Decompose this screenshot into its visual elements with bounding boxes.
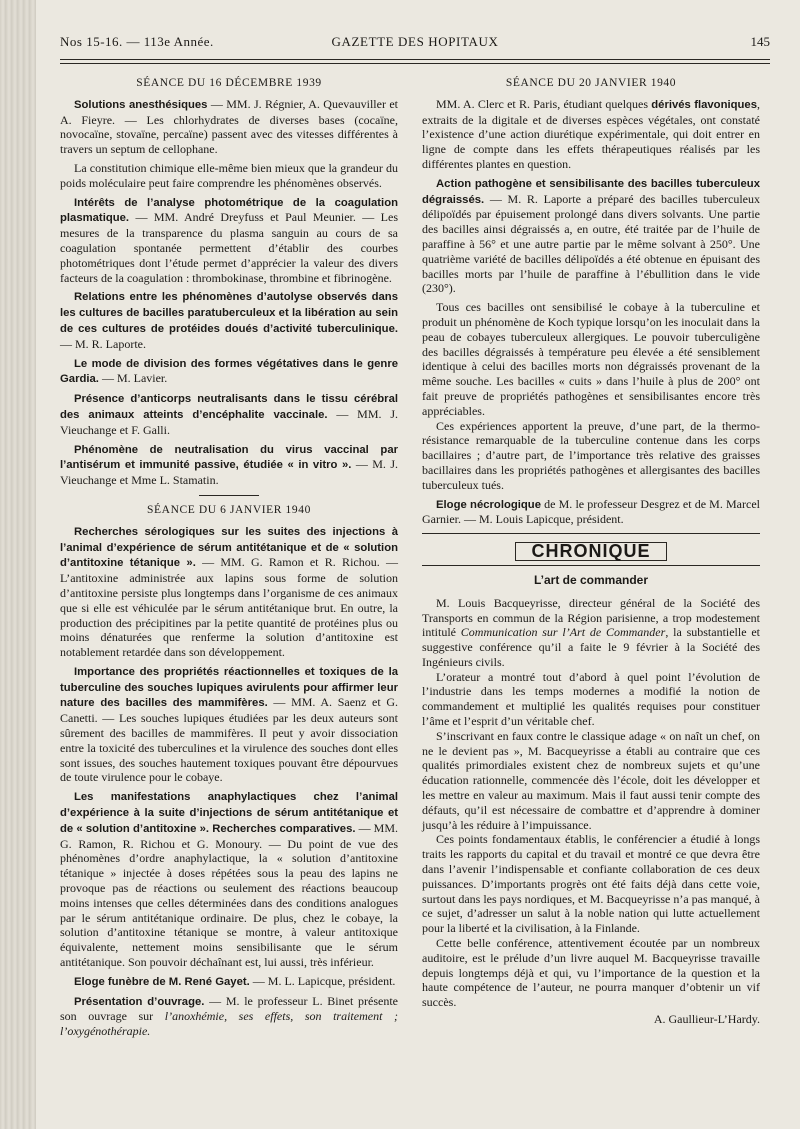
article-autolysis: Relations entre les phénomènes d’autolyse observés dans les cultures de bacilles paratuberculeux et la libération au sein de ces cultures de protéides doués d’activité tuberculinique. — M. R. Laporte.	[60, 291, 398, 351]
article-necrology: Eloge nécrologique de M. le professeur Desgrez et de M. Marcel Garnier. — M. Louis Lapicque, président.	[422, 496, 760, 527]
author-signature: A. Gaullieur-L’Hardy.	[653, 1012, 760, 1027]
session-heading: SÉANCE DU 16 DÉCEMBRE 1939	[136, 77, 322, 89]
article-flavonoids: MM. A. Clerc et R. Paris, étudiant quelques dérivés flavoniques, extraits de la digitale et de diverses espèces végétales, ont constaté l’existence d’une action diurétique expérimentale, qui doit entrer en ligne de compte dans les effets thérapeutiques réalisés par les différentes plantes en question.	[422, 96, 760, 171]
header-rule-double	[60, 63, 770, 64]
chronique-paragraph: Cette belle conférence, attentivement écoutée par un nombreux auditoire, est le prélude d’un livre auquel M. Bacqueyrisse travaille depuis longtemps déjà et qui, vu l’importance de la question et la haute compétence de l’auteur, ne pourra manquer d’obtenir un vif succès.	[422, 936, 760, 1010]
chronique-paragraph: Ces points fondamentaux établis, le conférencier a étudié à longs traits les rapports du capital et du travail et montré ce que devra être dans l’avenir l’indispensable et confiante collaboration de ces deux puissances. D’importants progrès ont été faits déjà dans cette voie, surtout dans les pays nordiques, et M. Bacqueyrisse n’a pas manqué, à ce sujet, d’adresser un salut à la noble nation qui lutte actuellement pour la liberté et la civilisation, à la Finlande.	[422, 832, 760, 936]
article-neutralisation: Phénomène de neutralisation du virus vaccinal par l’antisérum et immunité passive, étudiée « in vitro ». — M. J. Vieuchange et Mme L. Stamatin.	[60, 443, 398, 488]
header-rule	[60, 59, 770, 60]
article-photometric-analysis: Intérêts de l’analyse photométrique de la coagulation plasmatique. — MM. André Dreyfuss et Paul Meunier. — Les mesures de la transparence du plasma sanguin au cours de sa coagulation spontanée permettent d’établir des courbes photométriques dont l’étude permet d’apprécier la valeur des divers facteurs de la coagulation : thrombokinase, thrombine et fibrinogène.	[60, 196, 398, 285]
paragraph: La constitution chimique elle-même bien mieux que la grandeur du poids moléculaire peut faire comprendre les phénomènes observés.	[60, 160, 398, 190]
article-book-presentation: Présentation d’ouvrage. — M. le professeur L. Binet présente son ouvrage sur l’anoxhémie, ses effets, son traitement ; l’oxygénothérapie.	[60, 993, 399, 1039]
chronique-rule	[422, 533, 760, 534]
paragraph: Ces expériences apportent la preuve, d’une part, de la thermo-résistance remarquable de la tuberculine contenue dans les corps bacillaires ; d’autre part, de l’importance très relative des graisses bacillaires dans les propriétés pathogènes et allergisantes des bacilles tuberculeux tués.	[422, 418, 760, 492]
right-column	[422, 76, 760, 1027]
chronique-rule	[422, 565, 760, 566]
chronique-paragraph: L’orateur a montré tout d’abord à quel point l’évolution de l’industrie dans les temps modernes a modifié la notion de commandement et multiplié les qualités requises pour constituer l’âme et l’esprit d’un véritable chef.	[422, 669, 760, 729]
article-anaphylaxis: Les manifestations anaphylactiques chez l’animal d’expérience à la suite d’injections de sérum antitétanique et de « solution d’antitoxine ». Recherches comparatives. — MM. G. Ramon, R. Richou et G. Monoury. — Du point de vue des phénomènes d’ordre anaphylactique, la « solution d’antitoxine tétanique » injectée à doses répétées sous la peau des lapins ne provoque pas de réactions ou seulement des réactions beaucoup moins intenses que celles déterminées dans des conditions analogues par le sérum antitétanique ordinaire. De plus, chez le cobaye, la solution d’antitoxine tétanique se montre, à valeur antitoxique équivalente, nettement moins sensibilisante que le sérum antitétanique. Son pouvoir déchaînant est, lui aussi, très inférieur.	[60, 791, 398, 970]
session-heading: SÉANCE DU 6 JANVIER 1940	[147, 503, 311, 516]
session-heading: SÉANCE DU 20 JANVIER 1940	[505, 77, 677, 89]
page-header	[60, 34, 770, 54]
section-separator	[199, 495, 259, 496]
binding-edge	[0, 0, 36, 1129]
chronique-heading: CHRONIQUE	[515, 542, 667, 561]
chronique-subtitle: L’art de commander	[533, 572, 649, 587]
article-serology: Recherches sérologiques sur les suites des injections à l’animal d’expérience de sérum antitétanique et de « solution d’antitoxine tétanique ». — MM. G. Ramon et R. Richou. — L’antitoxine administrée aux lapins sous forme de solution d’antitoxine persiste plus longtemps dans l’organisme de ces animaux que si elle est véhiculée par le sérum antitétanique brut. En outre, la production des précipitines par la petite quantité de protéines plus ou moins dénaturées que renferme la solution d’antitoxine est notablement retardée dans son développement.	[60, 525, 398, 660]
article-eulogy-gayet: Eloge funèbre de M. René Gayet. — M. L. Lapicque, président.	[74, 973, 396, 988]
issue-number: Nos 15-16. — 113e Année.	[60, 34, 214, 49]
left-column	[60, 76, 398, 1039]
journal-title: GAZETTE DES HOPITAUX	[331, 34, 499, 49]
article-antibodies: Présence d’anticorps neutralisants dans le tissu cérébral des animaux atteints d’encéphalite vaccinale. — MM. J. Vieuchange et F. Galli.	[60, 393, 398, 437]
paragraph: Tous ces bacilles ont sensibilisé le cobaye à la tuberculine et produit un phénomène de Koch typique lorsqu’on les inoculait dans la peau de cobayes tuberculeux allergiques. Le pouvoir tuberculigène des bacilles dégraissés à température peu élevée a été sensiblement identique à celui des bacilles morts non dégraissés provenant de la même souche. Les bacilles « cuits » dans l’huile à plus de 200° ont fait preuve de propriétés pathogènes et sensibilisantes encore très appréciables.	[422, 300, 760, 418]
article-anesthetic-solutions: Solutions anesthésiques — MM. J. Régnier, A. Quevauviller et A. Fieyre. — Les chlorhydrates de diverses bases (cocaïne, novocaïne, stovaïne, percaïne) passent avec des vitesses différentes à travers un septum de cellophane.	[60, 96, 398, 157]
article-tuberculin: Importance des propriétés réactionnelles et toxiques de la tuberculine des souches lupiques avirulents pour affirmer leur nature des bacilles des mammifères. — MM. A. Saenz et G. Canetti. — Les souches lupiques étudiées par les deux auteurs sont sûrement des bacilles de mammifères. Il peut y avoir dissociation entre la toxicité des tuberculines et la virulence des souches dont elles sont issues, des souches hautement toxiques pouvant être dépourvues de toute virulence pour le cobaye.	[60, 665, 398, 785]
chronique-paragraph: S’inscrivant en faux contre le classique adage « on naît un chef, on ne le devient pas », M. Bacqueyrisse a établi au contraire que ces qualités primordiales existent chez de nombreux sujets et qu’une éducation rationnelle, commencée dès l’école, doit les développer et les mettre en valeur au maximum. Mais il faut aussi tenir compte des défauts, qu’il est nécessaire de combattre et d’apprendre à dominer jusqu’à les réduire à l’impuissance.	[422, 728, 760, 832]
article-degreased-bacilli: Action pathogène et sensibilisante des bacilles tuberculeux dégraissés. — M. R. Laporte a préparé des bacilles tuberculeux délipoïdés par épuisement prolongé dans divers solvants. Une partie des bacilles ainsi dégraissés a, en outre, été traitée par de l’huile de paraffine à 56° et une autre partie par le même solvant à 250°. Une quatrième variété de bacilles délipoïdés a été obtenue en épuisant des bacilles morts par l’huile de paraffine à l’ébullition dans le vide (230°).	[422, 177, 760, 296]
article-gardia: Le mode de division des formes végétatives dans le genre Gardia. — M. Lavier.	[60, 357, 398, 386]
chronique-paragraph: M. Louis Bacqueyrisse, directeur général de la Société des Transports en commun de la Région parisienne, a trop modestement intitulé Communication sur l’Art de Commander, la substantielle et suggestive conférence qu’il a faite le 9 février à la Société des Ingénieurs civils.	[422, 595, 761, 669]
page-number: 145	[750, 34, 770, 49]
